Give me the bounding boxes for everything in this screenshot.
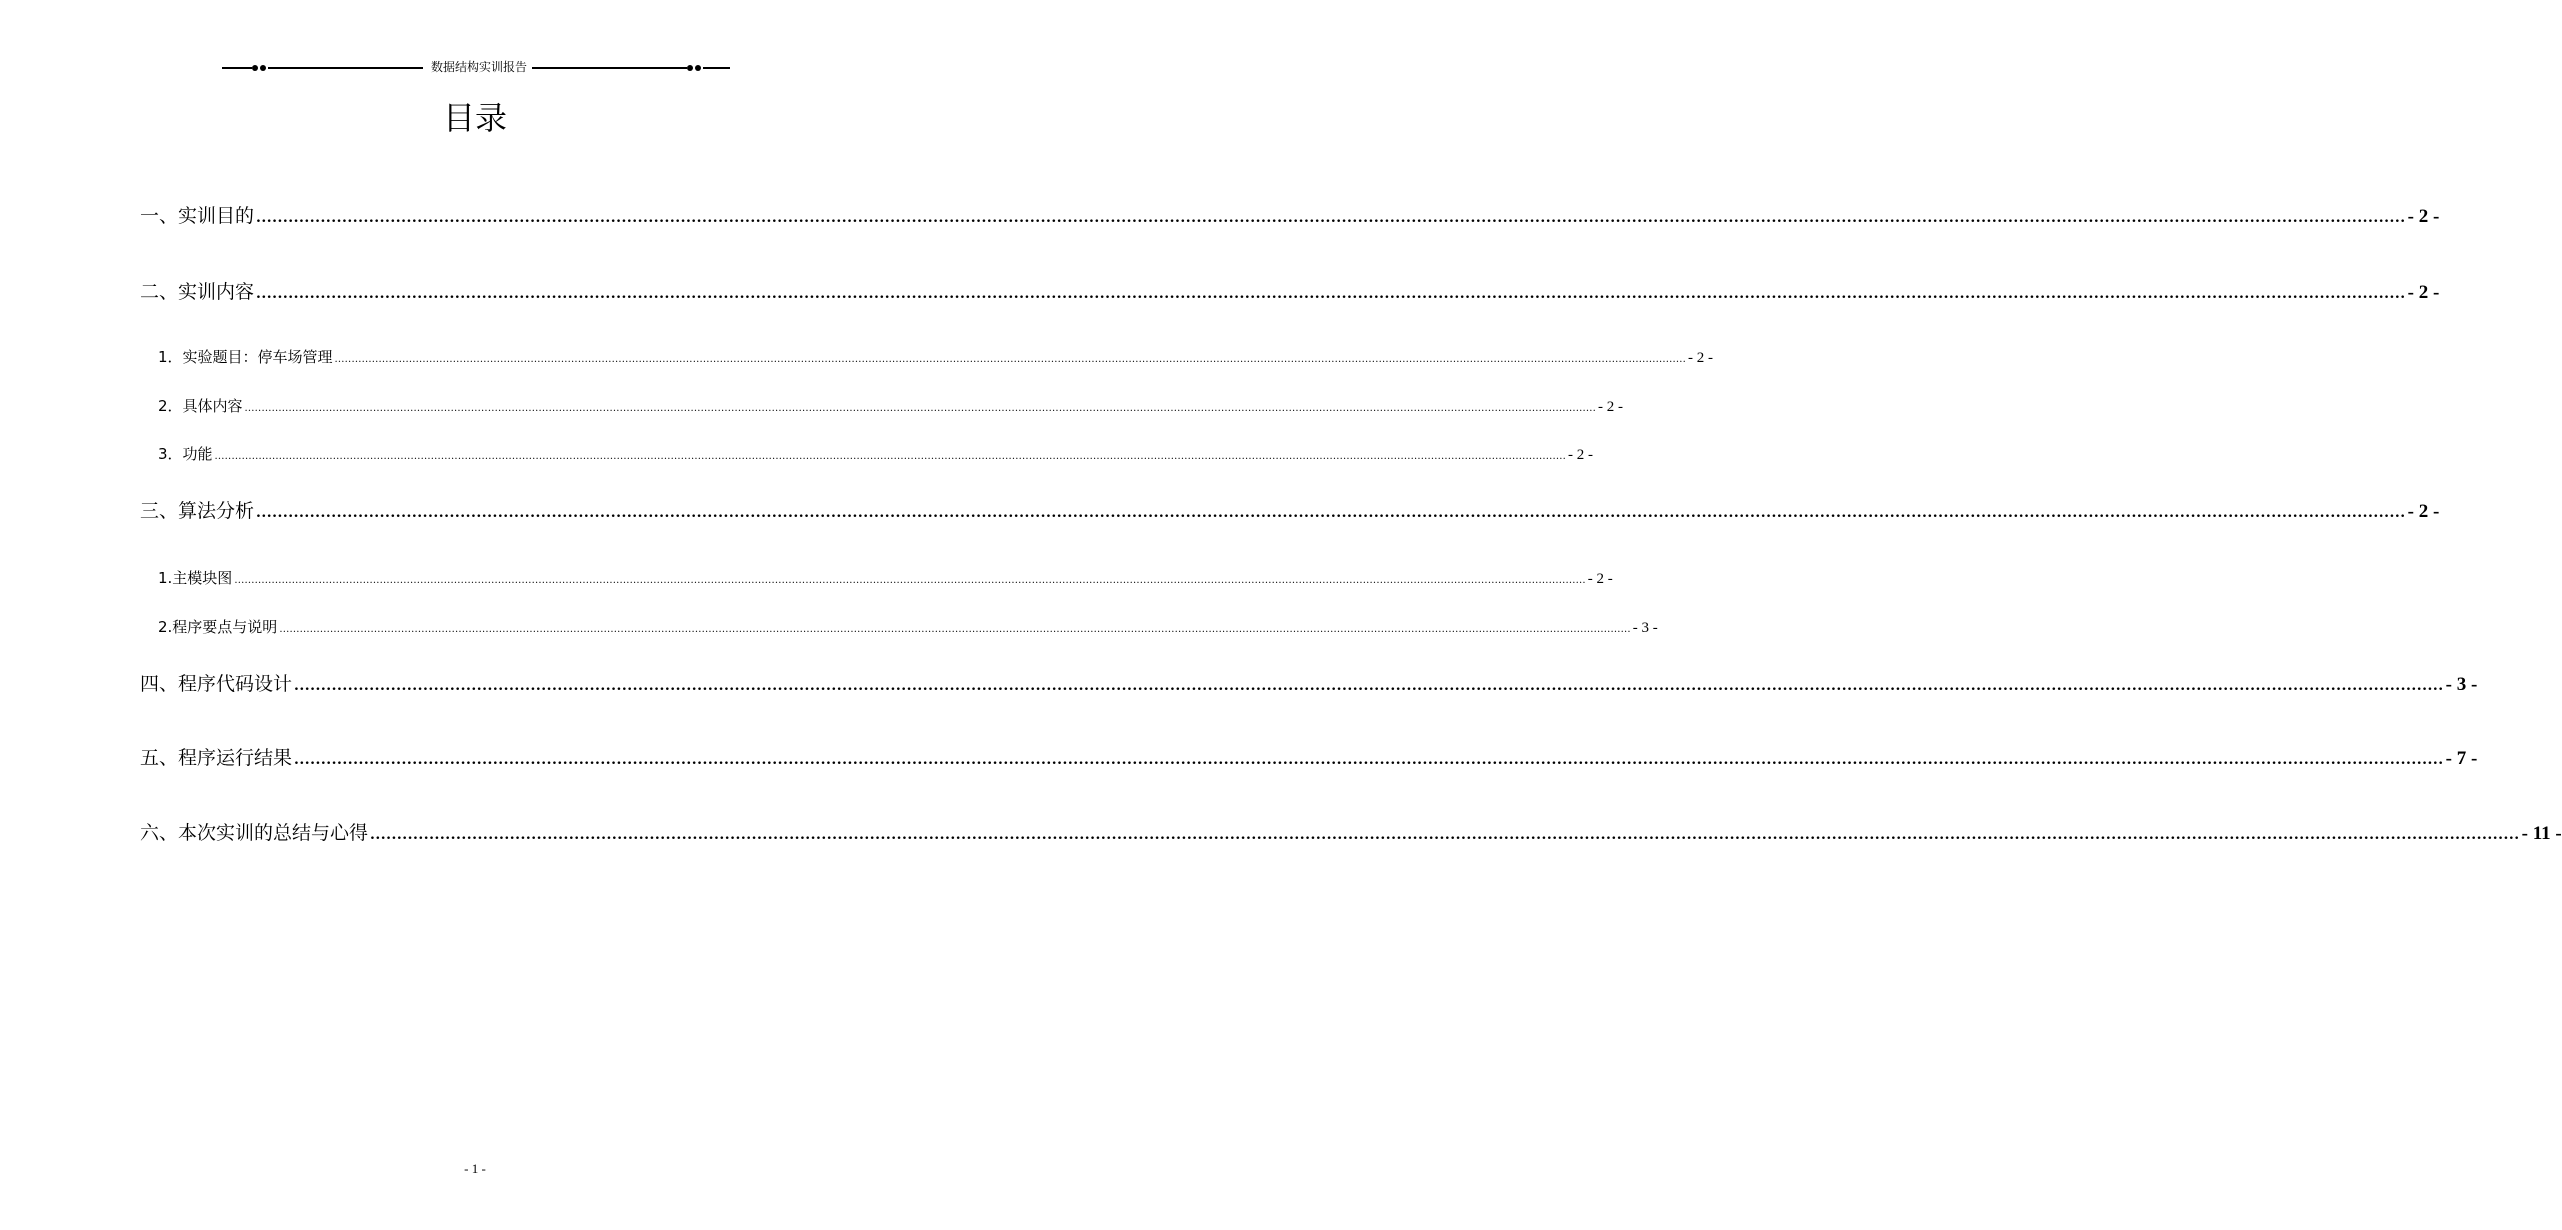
toc-entry-page: - 3 - — [2445, 674, 2478, 695]
header-title: 数据结构实训报告 — [423, 59, 535, 76]
toc-entry-page: - 2 - — [2407, 501, 2440, 522]
toc-entry-label: 六、本次实训的总结与心得 — [140, 822, 369, 844]
toc-dot-leader: ................................................................................................................................................................................................................................................................................................................................................................................................................ — [370, 827, 2520, 843]
toc-entry-label: 二、实训内容 — [140, 281, 255, 303]
header-rule-left-inner — [268, 67, 426, 69]
header-rule-right-outer — [703, 67, 730, 69]
toc-entry[interactable] — [158, 346, 1714, 371]
toc-entry-label: 3．功能 — [158, 445, 213, 463]
header-dot-right-2 — [695, 65, 701, 71]
toc-entry[interactable] — [140, 670, 2478, 700]
header-rule-left-outer — [222, 67, 252, 69]
page-header — [0, 58, 950, 78]
toc-entry-label: 1.主模块图 — [158, 569, 233, 587]
document-title: 目录 — [442, 99, 507, 137]
toc-entry-page: - 2 - — [1568, 447, 1594, 463]
toc-entry-label: 2．具体内容 — [158, 397, 243, 415]
toc-entry[interactable] — [140, 278, 2440, 308]
toc-entry[interactable] — [158, 616, 1658, 641]
toc-dot-leader: ................................................................................................................................................................................................................................................................................................................................................................................................................ — [294, 752, 2444, 768]
toc-entry-label: 三、算法分析 — [140, 500, 255, 522]
toc-entry-label: 五、程序运行结果 — [140, 747, 293, 769]
toc-entry[interactable] — [158, 567, 1613, 592]
toc-dot-leader: ................................................................................................................................................................................................................................................................................................................................................................................................................ — [334, 354, 1687, 365]
toc-entry[interactable] — [140, 202, 2440, 232]
toc-entry-page: - 2 - — [1587, 571, 1613, 587]
toc-entry[interactable] — [158, 395, 1624, 420]
header-dot-right-1 — [687, 65, 693, 71]
toc-dot-leader: ................................................................................................................................................................................................................................................................................................................................................................................................................ — [256, 286, 2406, 302]
toc-entry-page: - 2 - — [1688, 350, 1714, 366]
toc-entry-page: - 7 - — [2445, 748, 2478, 769]
toc-entry-label: 一、实训目的 — [140, 205, 255, 227]
toc-entry-label: 四、程序代码设计 — [140, 673, 293, 695]
toc-entry[interactable] — [140, 819, 2562, 849]
toc-entry-page: - 3 - — [1632, 620, 1658, 636]
toc-entry[interactable] — [158, 443, 1594, 468]
toc-entry-page: - 11 - — [2521, 823, 2562, 844]
toc-dot-leader: ................................................................................................................................................................................................................................................................................................................................................................................................................ — [294, 678, 2444, 694]
toc-dot-leader: ................................................................................................................................................................................................................................................................................................................................................................................................................ — [279, 624, 1631, 635]
toc-entry[interactable] — [140, 744, 2478, 774]
toc-dot-leader: ................................................................................................................................................................................................................................................................................................................................................................................................................ — [234, 575, 1586, 586]
toc-entry-page: - 2 - — [2407, 206, 2440, 227]
toc-entry-label: 1．实验题目：停车场管理 — [158, 348, 333, 366]
header-dot-left-1 — [252, 65, 258, 71]
toc-entry-label: 2.程序要点与说明 — [158, 618, 278, 636]
page-number: - 1 - — [464, 1161, 486, 1176]
toc-dot-leader: ................................................................................................................................................................................................................................................................................................................................................................................................................ — [214, 451, 1567, 462]
toc-dot-leader: ................................................................................................................................................................................................................................................................................................................................................................................................................ — [244, 403, 1597, 414]
toc-entry-page: - 2 - — [1598, 399, 1624, 415]
toc-dot-leader: ................................................................................................................................................................................................................................................................................................................................................................................................................ — [256, 505, 2406, 521]
toc-dot-leader: ................................................................................................................................................................................................................................................................................................................................................................................................................ — [256, 210, 2406, 226]
toc-entry[interactable] — [140, 497, 2440, 527]
header-dot-left-2 — [260, 65, 266, 71]
header-rule-right-inner — [532, 67, 687, 69]
toc-entry-page: - 2 - — [2407, 282, 2440, 303]
